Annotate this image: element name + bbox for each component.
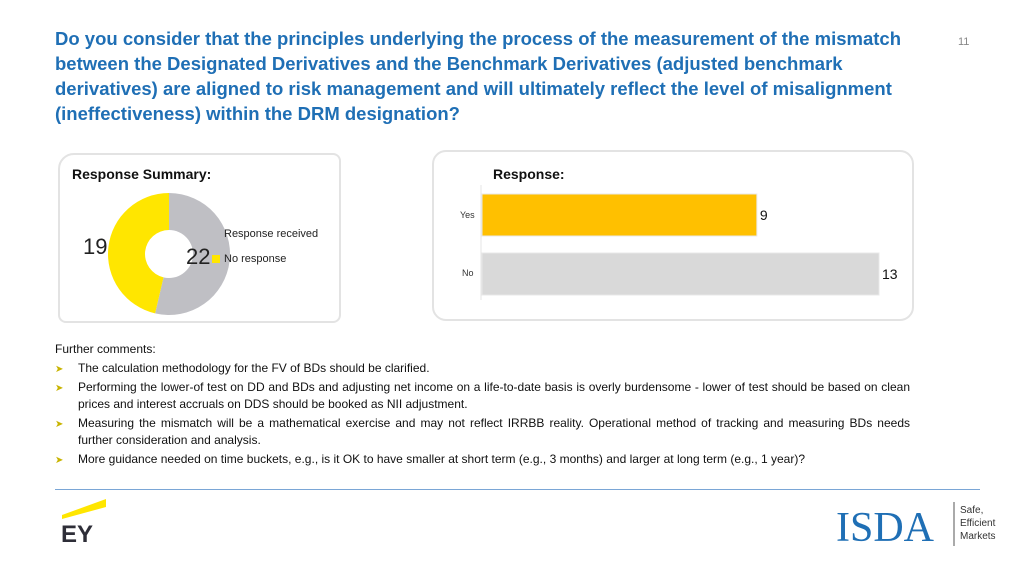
legend-item-response-received <box>212 228 318 240</box>
bar-chart-title: Response: <box>493 166 565 182</box>
bar-chart <box>432 150 914 321</box>
isda-tagline-line-3: Markets <box>960 531 996 542</box>
bar-category-no: No <box>462 268 474 278</box>
legend-label-response-received: Response received <box>224 228 319 240</box>
bar-value-label-no: 13 <box>882 266 898 282</box>
bar-category-yes: Yes <box>460 210 475 220</box>
response-summary-panel <box>58 153 341 323</box>
ey-logo-beam <box>62 499 106 519</box>
arrow-bullet-icon: ➤ <box>55 419 64 430</box>
page-number: 11 <box>958 36 970 48</box>
isda-tagline-line-2: Efficient <box>960 518 996 529</box>
arrow-bullet-icon: ➤ <box>55 455 64 466</box>
isda-logo-text: ISDA <box>836 505 935 551</box>
donut-label-response-received: 22 <box>186 244 211 269</box>
isda-logo <box>836 500 996 551</box>
donut-label-no-response: 19 <box>83 234 108 259</box>
arrow-bullet-icon: ➤ <box>55 364 64 375</box>
footer-divider <box>55 489 980 490</box>
legend-item-no-response <box>212 253 286 265</box>
response-panel <box>432 150 914 321</box>
legend-swatch-no-response <box>212 255 220 263</box>
ey-logo-text: EY <box>61 521 94 548</box>
legend-swatch-response-received <box>212 230 220 238</box>
ey-logo <box>60 495 110 548</box>
comment-text: The calculation methodology for the FV of BDs should be clarified. <box>78 361 430 375</box>
comment-item <box>55 379 910 413</box>
comment-item <box>55 415 910 449</box>
bar-yes <box>482 194 757 236</box>
comment-text: Performing the lower-of test on DD and BDs and adjusting net income on a life-to-date basis is overly burdensome - lower of test should be based on clean prices and interest accruals on DDS should be booked as NII adjustment. <box>78 380 910 411</box>
page-title: Do you consider that the principles underlying the process of the measurement of the mismatch between the Designated Derivatives and the Benchmark Derivatives (adjusted benchmark derivatives) are aligned to risk management and will ultimately reflect the level of misalignment (ineffectiveness) within the DRM designation? <box>55 28 902 124</box>
arrow-bullet-icon: ➤ <box>55 383 64 394</box>
bar-value-label-yes: 9 <box>759 207 768 223</box>
comments-list <box>55 360 910 470</box>
comment-text: Measuring the mismatch will be a mathematical exercise and may not reflect IRRBB reality. Operational method of tracking and measuring BDs needs further consideration and analysis. <box>78 416 910 447</box>
comment-item <box>55 360 910 377</box>
donut-chart-title: Response Summary: <box>72 166 212 182</box>
comment-text: More guidance needed on time buckets, e.g., is it OK to have smaller at short term (e.g., 3 months) and larger at long term (e.g., 1 year)? <box>78 452 806 466</box>
isda-tagline-line-1: Safe, <box>960 505 984 516</box>
bar-no <box>482 253 879 295</box>
comments-heading: Further comments: <box>55 342 156 356</box>
legend-label-no-response: No response <box>224 253 287 265</box>
comment-item <box>55 451 910 468</box>
